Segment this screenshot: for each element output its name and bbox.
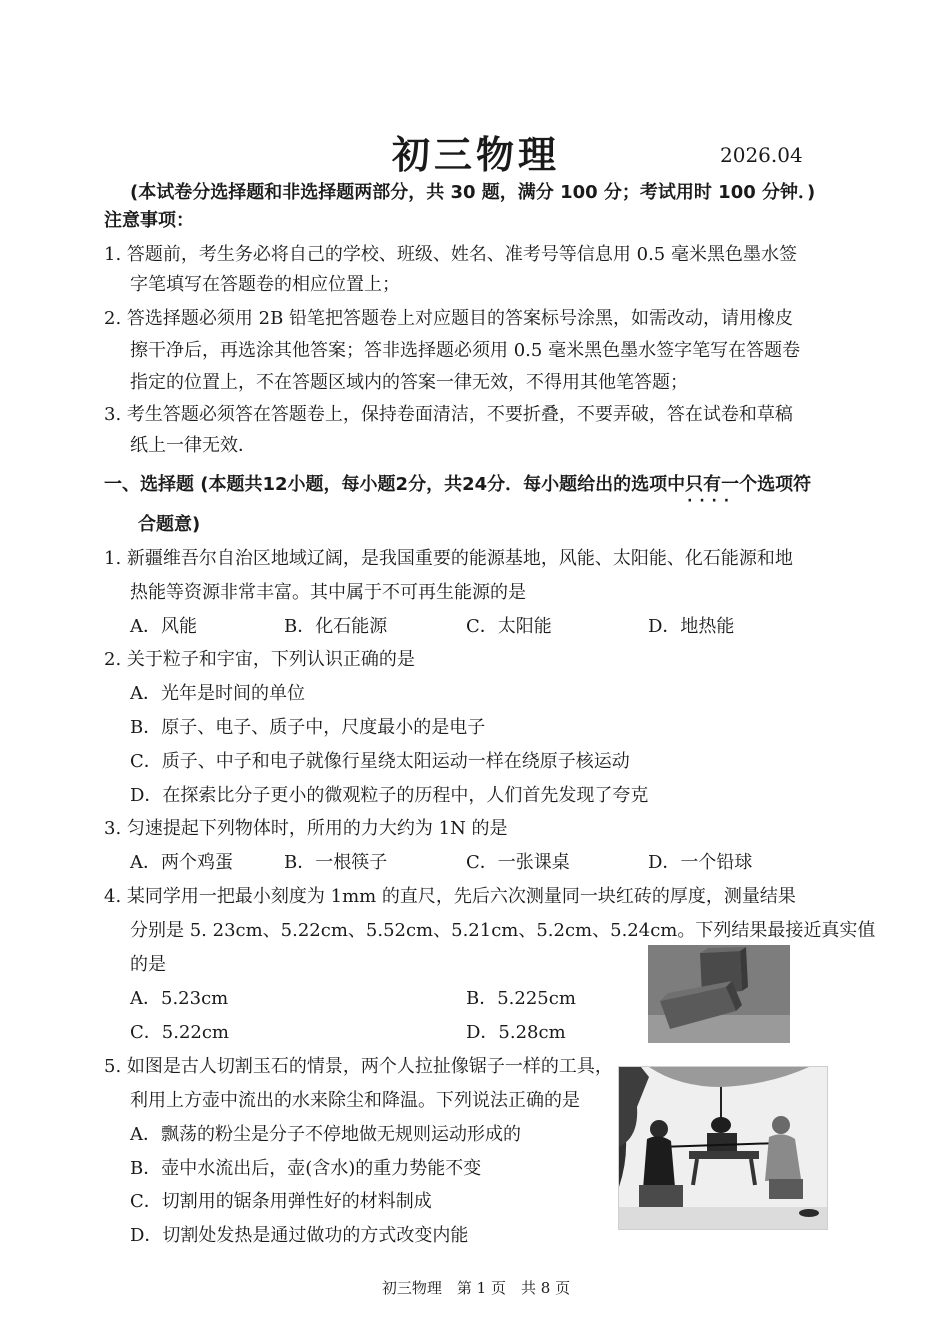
option: B．壶中水流出后，壶(含水)的重力势能不变 bbox=[130, 1158, 482, 1179]
option: A．两个鸡蛋 bbox=[130, 852, 233, 873]
option: D．一个铅球 bbox=[648, 852, 753, 873]
option: C．5.22cm bbox=[130, 1022, 229, 1043]
brick-illustration bbox=[648, 945, 790, 1043]
notice-title: 注意事项： bbox=[104, 210, 194, 231]
question-stem: 的是 bbox=[130, 954, 166, 975]
notice-line: 字笔填写在答题卷的相应位置上； bbox=[130, 274, 400, 295]
question-stem: 3. 匀速提起下列物体时，所用的力大约为 1N 的是 bbox=[104, 818, 508, 839]
option: C．一张课桌 bbox=[466, 852, 570, 873]
page-footer: 初三物理 第 1 页 共 8 页 bbox=[381, 1279, 571, 1297]
question-stem: 热能等资源非常丰富。其中属于不可再生能源的是 bbox=[130, 582, 526, 603]
option: C．太阳能 bbox=[466, 616, 552, 637]
notice-line: 2. 答选择题必须用 2B 铅笔把答题卷上对应题目的答案标号涂黑，如需改动，请用橡皮 bbox=[104, 308, 794, 329]
question-stem: 利用上方壶中流出的水来除尘和降温。下列说法正确的是 bbox=[130, 1090, 580, 1111]
option: C．质子、中子和电子就像行星绕太阳运动一样在绕原子核运动 bbox=[130, 751, 630, 772]
option: A．风能 bbox=[130, 616, 197, 637]
section-heading-text: 一、选择题 (本题共12小题，每小题2分，共24分．每小题给出的选项中 bbox=[104, 474, 686, 495]
exam-intro: (本试卷分选择题和非选择题两部分，共 30 题，满分 100 分；考试用时 100 分钟．) bbox=[130, 182, 816, 203]
option: D．地热能 bbox=[648, 616, 735, 637]
option: D．切割处发热是通过做功的方式改变内能 bbox=[130, 1225, 469, 1246]
notice-line: 1. 答题前，考生务必将自己的学校、班级、姓名、准考号等信息用 0.5 毫米黑色墨水签 bbox=[104, 244, 797, 265]
question-stem: 4. 某同学用一把最小刻度为 1mm 的直尺，先后六次测量同一块红砖的厚度，测量结果 bbox=[104, 886, 796, 907]
section-heading-line2: 合题意) bbox=[138, 514, 201, 535]
option: D．在探索比分子更小的微观粒子的历程中，人们首先发现了夸克 bbox=[130, 785, 649, 806]
question-stem: 1. 新疆维吾尔自治区地域辽阔，是我国重要的能源基地，风能、太阳能、化石能源和地 bbox=[104, 548, 793, 569]
brick-photo bbox=[648, 945, 790, 1043]
option: B．一根筷子 bbox=[284, 852, 388, 873]
question-stem: 2. 关于粒子和宇宙，下列认识正确的是 bbox=[104, 649, 415, 670]
option: D．5.28cm bbox=[466, 1022, 566, 1043]
page-title: 初三物理 bbox=[391, 133, 560, 177]
section-heading bbox=[104, 472, 811, 498]
notice-line: 指定的位置上，不在答题区域内的答案一律无效，不得用其他笔答题； bbox=[130, 372, 688, 393]
notice-line: 纸上一律无效． bbox=[130, 435, 256, 456]
section-heading-text-end: 选项符 bbox=[757, 474, 812, 495]
exam-date: 2026.04 bbox=[720, 143, 803, 167]
emphasis-dotted-text: 只有一个 · · bbox=[685, 474, 757, 495]
option: A．光年是时间的单位 bbox=[130, 683, 305, 704]
option: A．飘荡的粉尘是分子不停地做无规则运动形成的 bbox=[130, 1124, 521, 1145]
option: B．原子、电子、质子中，尺度最小的是电子 bbox=[130, 717, 486, 738]
option: B．5.225cm bbox=[466, 988, 576, 1009]
notice-line: 3. 考生答题必须答在答题卷上，保持卷面清洁，不要折叠，不要弄破，答在试卷和草稿 bbox=[104, 404, 793, 425]
question-stem: 5. 如图是古人切割玉石的情景，两个人拉扯像锯子一样的工具， bbox=[104, 1056, 613, 1077]
jade-cutting-scene bbox=[619, 1067, 827, 1229]
jade-cutting-illustration bbox=[618, 1066, 828, 1230]
option: A．5.23cm bbox=[130, 988, 229, 1009]
option: B．化石能源 bbox=[284, 616, 388, 637]
question-stem: 分别是 5. 23cm、5.22cm、5.52cm、5.21cm、5.2cm、5.24cm。下列结果最接近真实值 bbox=[130, 920, 876, 941]
notice-line: 擦干净后，再选涂其他答案；答非选择题必须用 0.5 毫米黑色墨水签字笔写在答题卷 bbox=[130, 340, 801, 361]
option: C．切割用的锯条用弹性好的材料制成 bbox=[130, 1191, 432, 1212]
